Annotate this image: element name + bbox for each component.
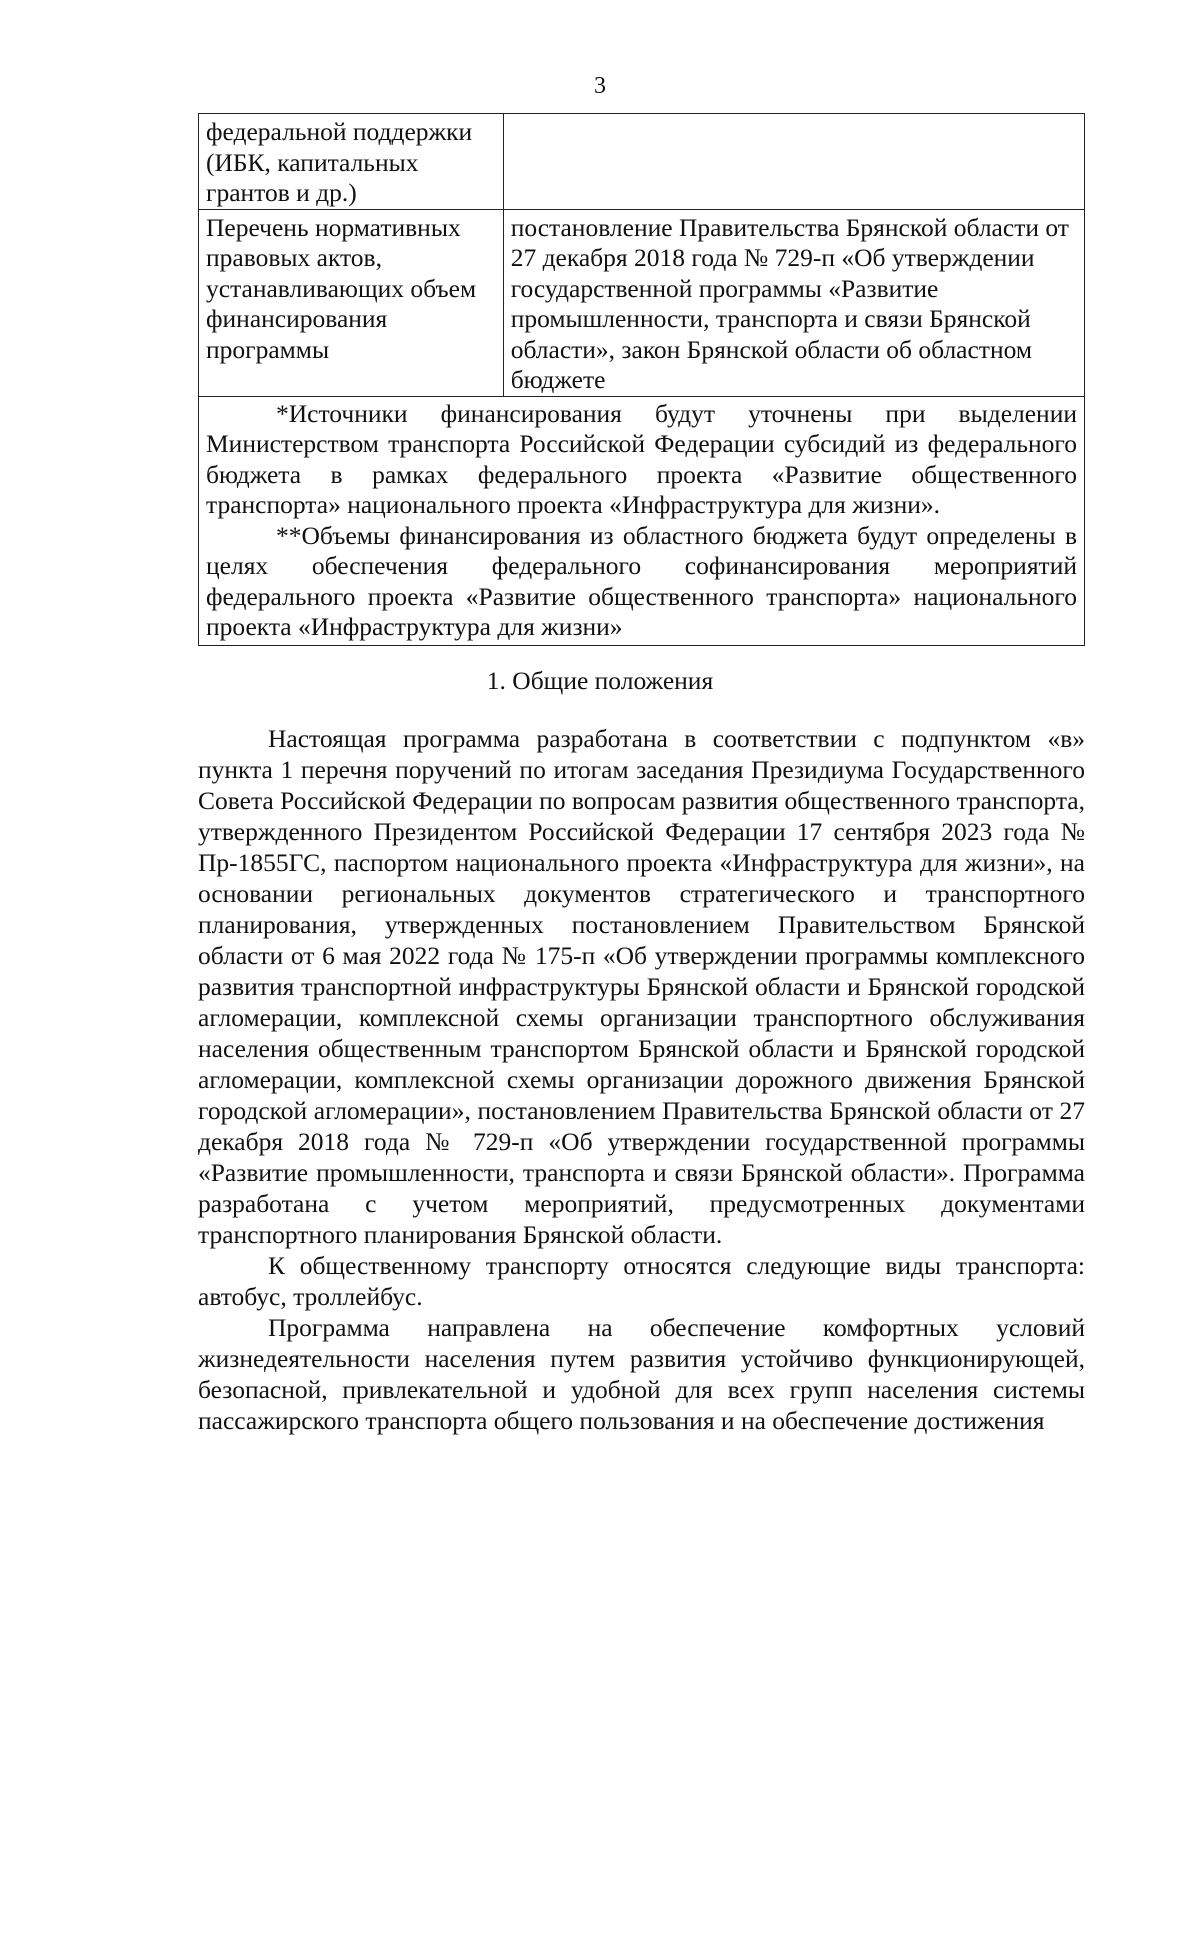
footnote-sources: *Источники финансирования будут уточнены при выделении Министерством транспорта Российской Федерации субсидий из федерального бюджета в рамках федерального проекта «Развитие общественного транспорта» национального проекта «Инфраструктура для жизни». (206, 398, 1077, 519)
footnote-volumes: **Объемы финансирования из областного бюджета будут определены в целях обеспечения федерального софинансирования мероприятий федерального проекта «Развитие общественного транспорта» национального проекта «Инфраструктура для жизни» (206, 520, 1077, 641)
body-text (198, 723, 1085, 1436)
paragraph: К общественному транспорту относятся следующие виды транспорта: автобус, троллейбус. (198, 1251, 1085, 1311)
program-passport-table (198, 113, 1085, 646)
paragraph: Программа направлена на обеспечение комфортных условий жизнедеятельности населения путем развития устойчиво функционирующей, безопасной, привлекательной и удобной для всех групп населения системы пассажирского транспорта общего пользования и на обеспечение достижения (198, 1313, 1085, 1435)
section-heading: 1. Общие положения (486, 666, 714, 695)
table-row (199, 114, 1085, 210)
paragraph: Настоящая программа разработана в соответствии с подпунктом «в» пункта 1 перечня поручений по итогам заседания Президиума Государственного Совета Российской Федерации по вопросам развития общественного транспорта, утвержденного Президентом Российской Федерации 17 сентября 2023 года № Пр-1855ГС, паспортом национального проекта «Инфраструктура для жизни», на основании региональных документов стратегического и транспортного планирования, утвержденных постановлением Правительством Брянской области от 6 мая 2022 года № 175-п «Об утверждении программы комплексного развития транспортной инфраструктуры Брянской области и Брянской городской агломерации, комплексной схемы организации транспортного обслуживания населения общественным транспортом Брянской области и Брянской городской агломерации, комплексной схемы организации дорожного движения Брянской городской агломерации», постановлением Правительства Брянской области от 27 декабря 2018 года № 729-п «Об утверждении государственной программы «Развитие промышленности, транспорта и связи Брянской области». Программа разработана с учетом мероприятий, предусмотренных документами транспортного планирования Брянской области. (198, 724, 1085, 1249)
page-number: 3 (594, 73, 606, 99)
table-cell-legal-acts-value: постановление Правительства Брянской области от 27 декабря 2018 года № 729-п «Об утверждении государственной программы «Развитие промышленности, транспорта и связи Брянской области», закон Брянской области об областном бюджете (503, 209, 1084, 396)
table-notes-cell (199, 396, 1085, 645)
table-row (199, 209, 1085, 396)
table-row (199, 396, 1085, 645)
table-cell-federal-support-value (503, 114, 1084, 210)
table-cell-legal-acts-label: Перечень нормативных правовых актов, устанавливающих объем финансирования программы (199, 209, 504, 396)
table-cell-federal-support-label: федеральной поддержки (ИБК, капитальных грантов и др.) (199, 114, 504, 210)
